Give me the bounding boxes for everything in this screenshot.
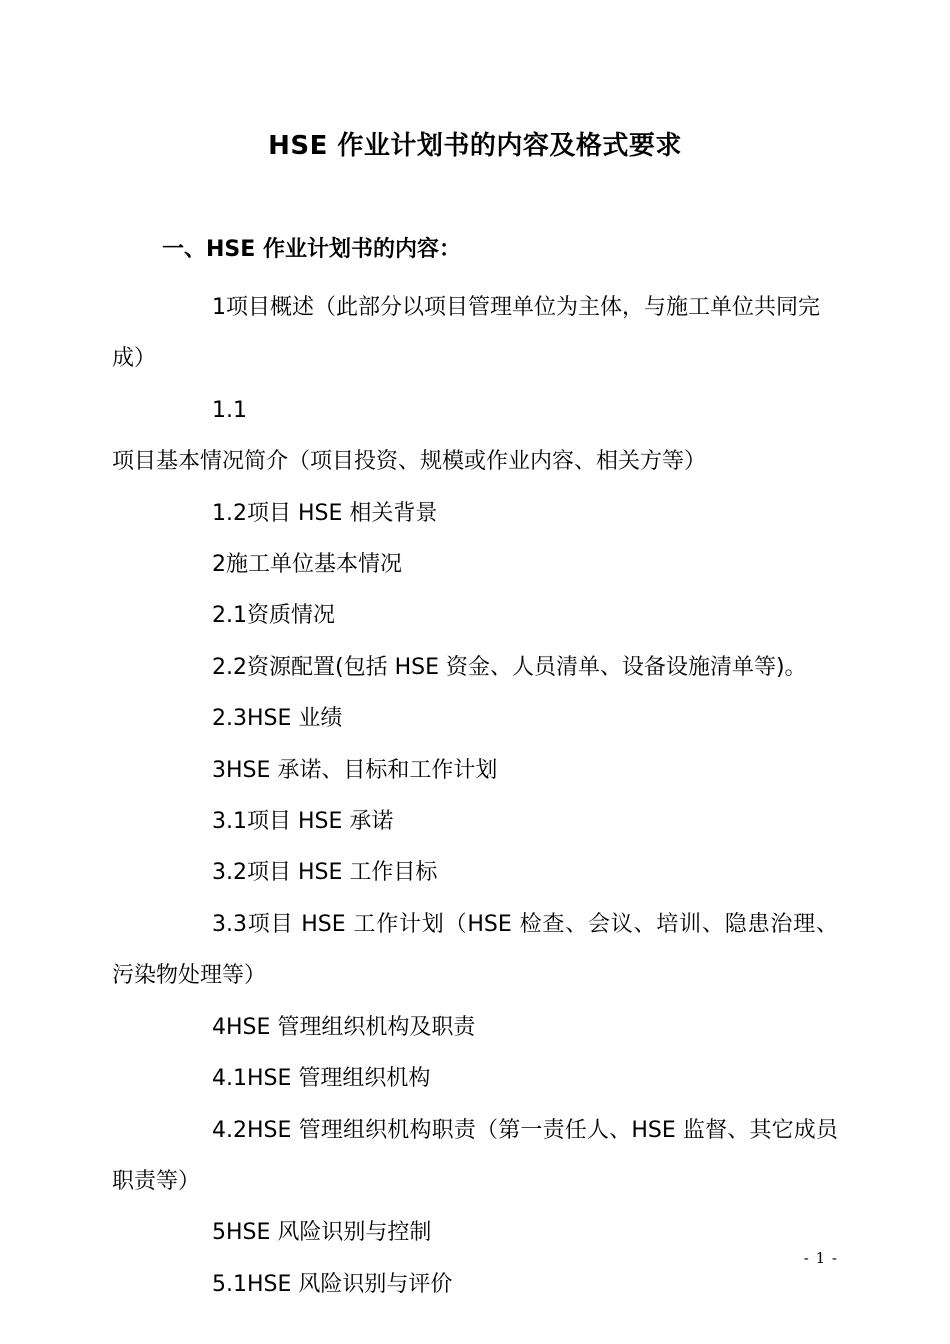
list-item xyxy=(112,642,838,693)
item-number: 4.1 xyxy=(212,1066,247,1092)
item-number: 2 xyxy=(212,552,226,578)
item-text: 项目 HSE 承诺 xyxy=(247,809,394,835)
item-text: 项目基本情况简介（项目投资、规模或作业内容、相关方等） xyxy=(112,449,707,475)
document-title: HSE 作业计划书的内容及格式要求 xyxy=(268,131,682,161)
item-text: HSE 管理组织机构职责（第一责任人、HSE 监督、其它成员职责等） xyxy=(112,1117,838,1194)
item-number: 2.2 xyxy=(212,654,247,680)
list-item xyxy=(112,539,838,590)
list-item xyxy=(112,590,838,641)
item-text: HSE 承诺、目标和工作计划 xyxy=(226,757,498,783)
document-body xyxy=(112,282,838,1310)
item-number: 2.1 xyxy=(212,603,247,629)
item-text: HSE 风险识别与控制 xyxy=(226,1220,432,1246)
item-text: HSE 风险识别与评价 xyxy=(247,1271,453,1297)
item-number: 2.3 xyxy=(212,706,247,732)
item-number: 1 xyxy=(212,295,226,320)
list-item xyxy=(112,1105,838,1208)
list-item xyxy=(112,1259,838,1310)
item-number: 4 xyxy=(212,1014,226,1040)
list-item xyxy=(112,847,838,898)
item-number: 1.1 xyxy=(212,397,247,423)
item-text: HSE 管理组织机构 xyxy=(247,1066,431,1092)
item-text: HSE 业绩 xyxy=(247,706,343,732)
item-number: 3.1 xyxy=(212,809,247,835)
item-number: 3.3 xyxy=(212,911,247,937)
item-text: 项目概述（此部分以项目管理单位为主体，与施工单位共同完成） xyxy=(112,295,821,372)
list-item xyxy=(112,488,838,539)
item-text: HSE 管理组织机构及职责 xyxy=(226,1014,476,1040)
item-text: 资源配置(包括 HSE 资金、人员清单、设备设施清单等)。 xyxy=(247,654,807,680)
item-text: 资质情况 xyxy=(247,603,336,629)
list-item xyxy=(112,1053,838,1104)
item-number: 5 xyxy=(212,1220,226,1246)
item-number: 3.2 xyxy=(212,860,247,886)
list-item xyxy=(112,693,838,744)
item-number: 1.2 xyxy=(212,500,247,526)
item-text: 项目 HSE 工作计划（HSE 检查、会议、培训、隐患治理、污染物处理等） xyxy=(112,911,838,989)
item-number: 5.1 xyxy=(212,1271,247,1297)
item-text: 项目 HSE 工作目标 xyxy=(247,860,438,886)
list-item xyxy=(112,796,838,847)
list-item xyxy=(112,1207,838,1258)
item-text: 项目 HSE 相关背景 xyxy=(247,500,438,526)
page-number: - 1 - xyxy=(803,1249,838,1267)
item-number: 4.2 xyxy=(212,1117,247,1143)
list-item xyxy=(112,745,838,796)
list-item xyxy=(112,282,838,385)
section-heading: 一、HSE 作业计划书的内容： xyxy=(162,237,461,262)
list-item xyxy=(112,899,838,1002)
list-item xyxy=(112,1002,838,1053)
list-item xyxy=(112,385,838,488)
item-number: 3 xyxy=(212,757,226,783)
item-text: 施工单位基本情况 xyxy=(226,552,403,578)
